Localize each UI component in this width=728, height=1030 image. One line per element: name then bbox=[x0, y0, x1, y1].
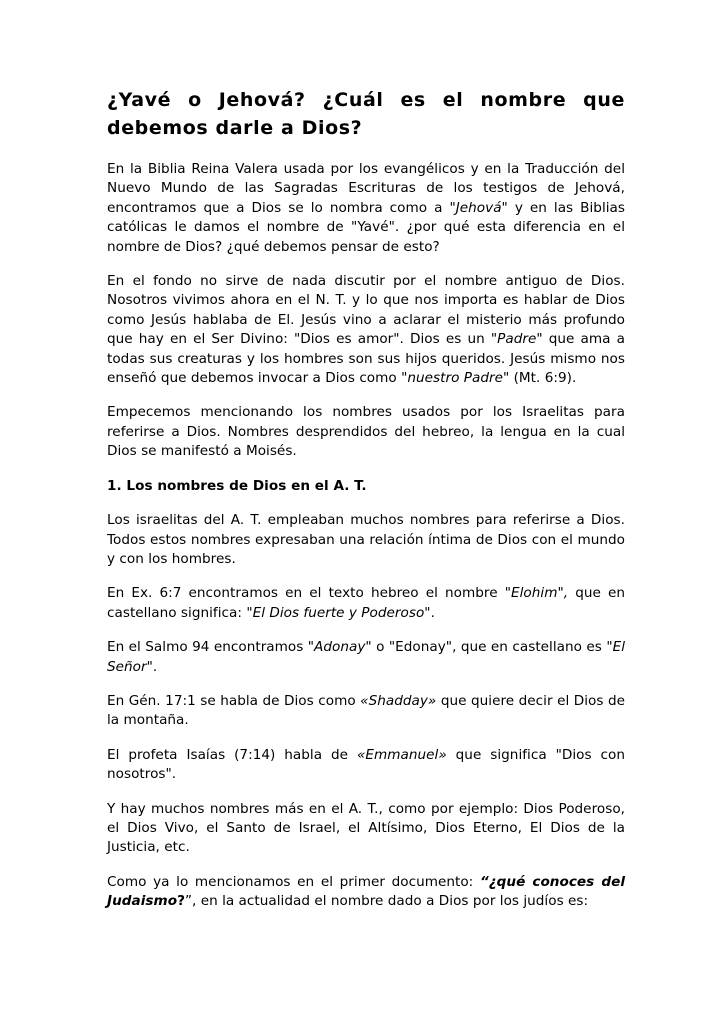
paragraph-8 bbox=[107, 746, 625, 785]
paragraph-1-text-a: En la Biblia Reina Valera usada por los evangélicos y en la Traducción del Nuevo Mundo de las Sagradas Escrituras de los testigos de Jehová, encontramos que a Dios se lo nombra como a bbox=[107, 161, 625, 216]
paragraph-5-italic-meaning: "El Dios fuerte y Poderoso" bbox=[246, 604, 431, 621]
paragraph-10-italic-reference: “¿qué conoces del Judaismo bbox=[107, 873, 626, 910]
paragraph-5-italic-elohim: "Elohim", bbox=[504, 585, 569, 602]
paragraph-2 bbox=[107, 272, 625, 388]
paragraph-6 bbox=[107, 638, 625, 677]
paragraph-6-italic-adonay: "Adonay" bbox=[307, 639, 372, 656]
paragraph-4: Los israelitas del A. T. empleaban muchos nombres para referirse a Dios. Todos estos nombres expresaban una relación íntima de Dios con el mundo y con los hombres. bbox=[107, 512, 625, 567]
paragraph-5-text-e: . bbox=[430, 604, 435, 621]
paragraph-8-italic-emmanuel: «Emmanuel» bbox=[356, 746, 447, 763]
paragraph-10 bbox=[107, 873, 625, 912]
document-title: ¿Yavé o Jehová? ¿Cuál es el nombre que debemos darle a Dios? bbox=[107, 89, 625, 139]
paragraph-7-italic-shadday: «Shadday» bbox=[360, 692, 437, 709]
paragraph-10-bold-question: ? bbox=[177, 893, 185, 910]
paragraph-1-text-c: y en las Biblias católicas le damos el nombre de "Yavé". ¿por qué esta diferencia en el nombre de Dios? ¿qué debemos pensar de esto? bbox=[107, 199, 625, 255]
paragraph-2-text-e: (Mt. 6:9). bbox=[509, 370, 577, 387]
paragraph-1 bbox=[107, 160, 625, 257]
paragraph-6-text-e: . bbox=[152, 658, 158, 675]
paragraph-5-text-a: En Ex. 6:7 encontramos en el texto hebreo el nombre bbox=[107, 585, 505, 602]
paragraph-5 bbox=[107, 584, 625, 623]
paragraph-2-italic-nuestro-padre: "nuestro Padre" bbox=[401, 370, 510, 387]
paragraph-10-text-a: Como ya lo mencionamos en el primer documento: bbox=[107, 873, 480, 890]
paragraph-9: Y hay muchos nombres más en el A. T., como por ejemplo: Dios Poderoso, el Dios Vivo, el Santo de Israel, el Altísimo, Dios Eterno, El Dios de la Justicia, etc. bbox=[107, 800, 625, 856]
paragraph-6-italic-el-senor: "El Señor" bbox=[107, 639, 625, 675]
paragraph-2-italic-padre: "Padre" bbox=[490, 331, 543, 348]
paragraph-8-text-a: El profeta Isaías (7:14) habla de bbox=[107, 746, 357, 763]
paragraph-6-text-c: o "Edonay", que en castellano es bbox=[371, 639, 607, 656]
paragraph-7 bbox=[107, 692, 625, 731]
paragraph-10-text-d: ”, en la actualidad el nombre dado a Dios por los judíos es: bbox=[184, 893, 589, 910]
paragraph-1-italic-jehova: "Jehová" bbox=[449, 199, 508, 216]
paragraph-7-text-c: que quiere decir el Dios de la montaña. bbox=[107, 692, 625, 729]
paragraph-6-text-a: En el Salmo 94 encontramos bbox=[107, 639, 308, 656]
paragraph-8-text-c: que significa "Dios con nosotros". bbox=[107, 746, 626, 783]
section-heading-1: 1. Los nombres de Dios en el A. T. bbox=[107, 477, 367, 494]
paragraph-2-text-a: En el fondo no sirve de nada discutir por el nombre antiguo de Dios. Nosotros vivimos ahora en el N. T. y lo que nos importa es hablar de Dios como Jesús hablaba de El. Jesús vino a aclarar el misterio más profundo que hay en el Ser Divino: "Dios es amor". Dios es un bbox=[107, 273, 625, 348]
paragraph-5-text-c: que en castellano significa: bbox=[107, 585, 625, 621]
paragraph-7-text-a: En Gén. 17:1 se habla de Dios como bbox=[107, 692, 361, 709]
paragraph-2-text-c: que ama a todas sus creaturas y los hombres son sus hijos queridos. Jesús mismo nos enseñó que debemos invocar a Dios como bbox=[107, 331, 625, 387]
paragraph-3: Empecemos mencionando los nombres usados por los Israelitas para referirse a Dios. Nombres desprendidos del hebreo, la lengua en la cual Dios se manifestó a Moisés. bbox=[107, 404, 625, 460]
